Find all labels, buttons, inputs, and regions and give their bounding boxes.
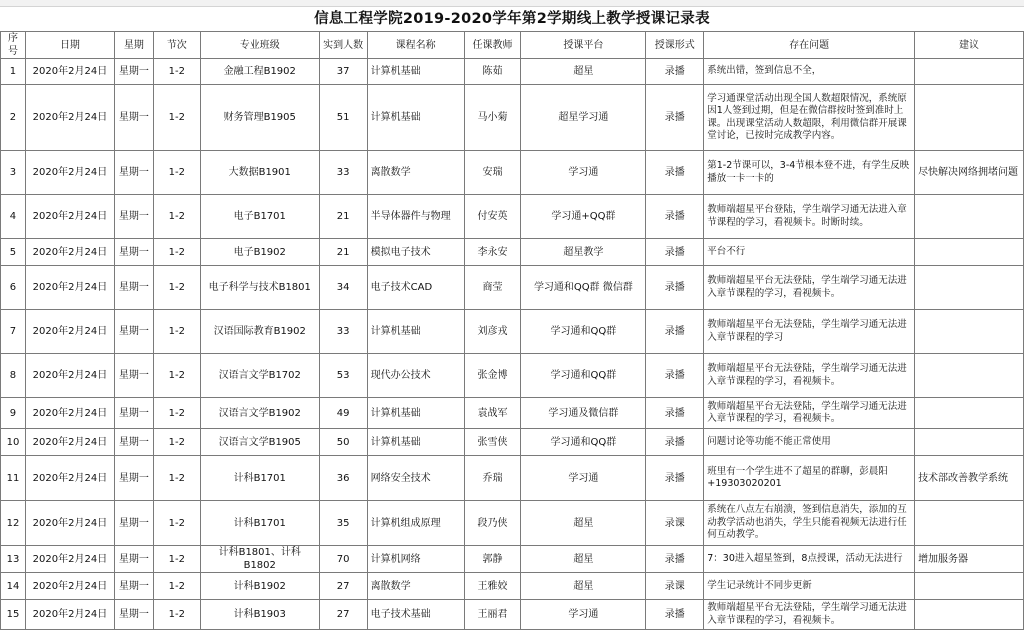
cell-count: 37 <box>319 59 367 85</box>
cell-issue: 系统在八点左右崩溃，签到信息消失，添加的互动教学活动也消失，学生只能看视频无法进行任何互动教学。 <box>704 501 915 546</box>
cell-platform: 超星学习通 <box>521 85 646 151</box>
cell-teacher: 郭静 <box>464 546 521 573</box>
cell-issue: 7：30进入超星签到，8点授课，活动无法进行 <box>704 546 915 573</box>
cell-weekday: 星期一 <box>114 600 153 630</box>
cell-form: 录播 <box>646 354 704 398</box>
header-cell: 授课平台 <box>521 32 646 59</box>
cell-date: 2020年2月24日 <box>25 354 114 398</box>
header-cell: 专业班级 <box>200 32 319 59</box>
cell-no: 11 <box>1 456 26 501</box>
cell-platform: 超星 <box>521 59 646 85</box>
cell-form: 录播 <box>646 546 704 573</box>
cell-class: 计科B1701 <box>200 501 319 546</box>
cell-form: 录播 <box>646 59 704 85</box>
cell-period: 1-2 <box>153 151 200 195</box>
cell-class: 大数据B1901 <box>200 151 319 195</box>
cell-class: 汉语言文学B1902 <box>200 398 319 429</box>
cell-course: 计算机基础 <box>367 429 464 456</box>
cell-course: 模拟电子技术 <box>367 239 464 266</box>
cell-platform: 学习通+QQ群 <box>521 195 646 239</box>
table-row <box>1 310 1024 354</box>
cell-count: 27 <box>319 600 367 630</box>
cell-issue: 教师端超星平台无法登陆，学生端学习通无法进入章节课程的学习 <box>704 310 915 354</box>
cell-suggest <box>915 398 1024 429</box>
cell-period: 1-2 <box>153 59 200 85</box>
cell-class: 电子B1902 <box>200 239 319 266</box>
cell-platform: 学习通及微信群 <box>521 398 646 429</box>
table-row <box>1 85 1024 151</box>
cell-suggest <box>915 85 1024 151</box>
cell-period: 1-2 <box>153 429 200 456</box>
cell-no: 1 <box>1 59 26 85</box>
cell-no: 13 <box>1 546 26 573</box>
header-cell: 序号 <box>1 32 26 59</box>
cell-class: 金融工程B1902 <box>200 59 319 85</box>
cell-teacher: 段乃侠 <box>464 501 521 546</box>
table-row <box>1 354 1024 398</box>
cell-issue: 平台不行 <box>704 239 915 266</box>
cell-no: 8 <box>1 354 26 398</box>
table-row <box>1 239 1024 266</box>
header-cell: 日期 <box>25 32 114 59</box>
cell-count: 34 <box>319 266 367 310</box>
cell-date: 2020年2月24日 <box>25 600 114 630</box>
cell-weekday: 星期一 <box>114 151 153 195</box>
cell-platform: 学习通和QQ群 微信群 <box>521 266 646 310</box>
cell-weekday: 星期一 <box>114 266 153 310</box>
cell-period: 1-2 <box>153 573 200 600</box>
cell-no: 2 <box>1 85 26 151</box>
cell-class: 汉语国际教育B1902 <box>200 310 319 354</box>
cell-form: 录播 <box>646 266 704 310</box>
cell-platform: 学习通 <box>521 456 646 501</box>
cell-weekday: 星期一 <box>114 310 153 354</box>
cell-course: 计算机基础 <box>367 398 464 429</box>
cell-weekday: 星期一 <box>114 398 153 429</box>
cell-date: 2020年2月24日 <box>25 59 114 85</box>
cell-teacher: 乔瑞 <box>464 456 521 501</box>
cell-platform: 超星 <box>521 546 646 573</box>
cell-suggest <box>915 195 1024 239</box>
cell-platform: 学习通 <box>521 151 646 195</box>
cell-count: 51 <box>319 85 367 151</box>
cell-form: 录播 <box>646 239 704 266</box>
table-title: 信息工程学院2019-2020学年第2学期线上教学授课记录表 <box>314 11 710 27</box>
cell-no: 9 <box>1 398 26 429</box>
cell-issue: 教师端超星平台无法登陆，学生端学习通无法进入章节课程的学习，看视频卡。 <box>704 600 915 630</box>
cell-count: 49 <box>319 398 367 429</box>
cell-count: 50 <box>319 429 367 456</box>
table-row <box>1 429 1024 456</box>
cell-issue: 系统出错，签到信息不全， <box>704 59 915 85</box>
record-table <box>0 31 1024 630</box>
cell-period: 1-2 <box>153 501 200 546</box>
cell-no: 4 <box>1 195 26 239</box>
cell-count: 35 <box>319 501 367 546</box>
cell-issue: 学生记录统计不同步更新 <box>704 573 915 600</box>
cell-teacher: 王丽君 <box>464 600 521 630</box>
cell-date: 2020年2月24日 <box>25 429 114 456</box>
cell-weekday: 星期一 <box>114 429 153 456</box>
cell-class: 计科B1903 <box>200 600 319 630</box>
cell-date: 2020年2月24日 <box>25 573 114 600</box>
cell-form: 录播 <box>646 310 704 354</box>
cell-date: 2020年2月24日 <box>25 310 114 354</box>
table-row <box>1 573 1024 600</box>
cell-course: 计算机基础 <box>367 310 464 354</box>
cell-teacher: 马小菊 <box>464 85 521 151</box>
cell-date: 2020年2月24日 <box>25 546 114 573</box>
header-cell: 节次 <box>153 32 200 59</box>
cell-date: 2020年2月24日 <box>25 151 114 195</box>
header-cell: 授课形式 <box>646 32 704 59</box>
cell-suggest <box>915 310 1024 354</box>
cell-issue: 第1-2节课可以，3-4节根本登不进，有学生反映播放一卡一卡的 <box>704 151 915 195</box>
cell-platform: 学习通和QQ群 <box>521 310 646 354</box>
cell-platform: 超星 <box>521 501 646 546</box>
cell-class: 汉语言文学B1905 <box>200 429 319 456</box>
cell-weekday: 星期一 <box>114 195 153 239</box>
cell-teacher: 陈茹 <box>464 59 521 85</box>
header-cell: 课程名称 <box>367 32 464 59</box>
table-row <box>1 546 1024 573</box>
cell-teacher: 付安英 <box>464 195 521 239</box>
cell-suggest <box>915 573 1024 600</box>
cell-period: 1-2 <box>153 398 200 429</box>
cell-no: 12 <box>1 501 26 546</box>
cell-course: 网络安全技术 <box>367 456 464 501</box>
cell-form: 录播 <box>646 195 704 239</box>
cell-form: 录课 <box>646 573 704 600</box>
cell-class: 计科B1801、计科B1802 <box>200 546 319 573</box>
cell-class: 汉语言文学B1702 <box>200 354 319 398</box>
cell-date: 2020年2月24日 <box>25 456 114 501</box>
cell-weekday: 星期一 <box>114 573 153 600</box>
cell-platform: 学习通和QQ群 <box>521 354 646 398</box>
cell-date: 2020年2月24日 <box>25 266 114 310</box>
cell-teacher: 王雅姣 <box>464 573 521 600</box>
cell-no: 10 <box>1 429 26 456</box>
cell-issue: 教师端超星平台登陆，学生端学习通无法进入章节课程的学习，看视频卡。时断时续。 <box>704 195 915 239</box>
cell-course: 半导体器件与物理 <box>367 195 464 239</box>
cell-weekday: 星期一 <box>114 456 153 501</box>
cell-course: 离散数学 <box>367 573 464 600</box>
table-row <box>1 398 1024 429</box>
cell-form: 录播 <box>646 456 704 501</box>
table-row <box>1 501 1024 546</box>
cell-suggest <box>915 354 1024 398</box>
cell-course: 电子技术基础 <box>367 600 464 630</box>
cell-course: 计算机基础 <box>367 85 464 151</box>
cell-weekday: 星期一 <box>114 59 153 85</box>
cell-course: 计算机网络 <box>367 546 464 573</box>
cell-suggest <box>915 429 1024 456</box>
cell-count: 21 <box>319 239 367 266</box>
cell-period: 1-2 <box>153 195 200 239</box>
cell-count: 36 <box>319 456 367 501</box>
cell-suggest <box>915 501 1024 546</box>
cell-period: 1-2 <box>153 456 200 501</box>
cell-platform: 超星 <box>521 573 646 600</box>
cell-issue: 问题讨论等功能不能正常使用 <box>704 429 915 456</box>
table-row <box>1 151 1024 195</box>
header-cell: 任课教师 <box>464 32 521 59</box>
cell-suggest: 技术部改善教学系统 <box>915 456 1024 501</box>
cell-date: 2020年2月24日 <box>25 239 114 266</box>
header-cell: 存在问题 <box>704 32 915 59</box>
cell-teacher: 刘彦戎 <box>464 310 521 354</box>
table-row <box>1 456 1024 501</box>
cell-platform: 学习通 <box>521 600 646 630</box>
cell-teacher: 袁战军 <box>464 398 521 429</box>
cell-count: 33 <box>319 151 367 195</box>
cell-period: 1-2 <box>153 354 200 398</box>
cell-platform: 超星教学 <box>521 239 646 266</box>
cell-suggest: 尽快解决网络拥堵问题 <box>915 151 1024 195</box>
cell-no: 6 <box>1 266 26 310</box>
cell-issue: 教师端超星平台无法登陆，学生端学习通无法进入章节课程的学习，看视频卡。 <box>704 354 915 398</box>
header-cell: 实到人数 <box>319 32 367 59</box>
cell-teacher: 李永安 <box>464 239 521 266</box>
cell-form: 录播 <box>646 85 704 151</box>
cell-period: 1-2 <box>153 310 200 354</box>
cell-teacher: 安瑞 <box>464 151 521 195</box>
table-row <box>1 600 1024 630</box>
cell-suggest <box>915 266 1024 310</box>
cell-platform: 学习通和QQ群 <box>521 429 646 456</box>
table-row <box>1 195 1024 239</box>
cell-class: 计科B1902 <box>200 573 319 600</box>
cell-no: 5 <box>1 239 26 266</box>
cell-course: 计算机组成原理 <box>367 501 464 546</box>
cell-date: 2020年2月24日 <box>25 85 114 151</box>
cell-form: 录播 <box>646 429 704 456</box>
cell-issue: 班里有一个学生进不了超星的群聊，彭晨阳+19303020201 <box>704 456 915 501</box>
cell-weekday: 星期一 <box>114 354 153 398</box>
cell-weekday: 星期一 <box>114 239 153 266</box>
cell-no: 3 <box>1 151 26 195</box>
cell-date: 2020年2月24日 <box>25 195 114 239</box>
cell-suggest <box>915 239 1024 266</box>
cell-teacher: 张雪侠 <box>464 429 521 456</box>
cell-weekday: 星期一 <box>114 85 153 151</box>
cell-suggest <box>915 59 1024 85</box>
cell-no: 7 <box>1 310 26 354</box>
cell-class: 财务管理B1905 <box>200 85 319 151</box>
cell-weekday: 星期一 <box>114 546 153 573</box>
cell-form: 录播 <box>646 151 704 195</box>
cell-count: 27 <box>319 573 367 600</box>
cell-course: 计算机基础 <box>367 59 464 85</box>
table-row <box>1 266 1024 310</box>
cell-suggest <box>915 600 1024 630</box>
header-cell: 星期 <box>114 32 153 59</box>
cell-count: 21 <box>319 195 367 239</box>
cell-teacher: 张金博 <box>464 354 521 398</box>
cell-period: 1-2 <box>153 546 200 573</box>
cell-class: 电子科学与技术B1801 <box>200 266 319 310</box>
cell-date: 2020年2月24日 <box>25 398 114 429</box>
cell-course: 现代办公技术 <box>367 354 464 398</box>
cell-period: 1-2 <box>153 266 200 310</box>
cell-suggest: 增加服务器 <box>915 546 1024 573</box>
cell-form: 录播 <box>646 600 704 630</box>
table-row <box>1 59 1024 85</box>
cell-period: 1-2 <box>153 239 200 266</box>
header-cell: 建议 <box>915 32 1024 59</box>
cell-class: 计科B1701 <box>200 456 319 501</box>
cell-teacher: 商莹 <box>464 266 521 310</box>
cell-issue: 教师端超星平台无法登陆，学生端学习通无法进入章节课程的学习，看视频卡。 <box>704 398 915 429</box>
cell-count: 53 <box>319 354 367 398</box>
cell-course: 离散数学 <box>367 151 464 195</box>
cell-date: 2020年2月24日 <box>25 501 114 546</box>
cell-count: 33 <box>319 310 367 354</box>
cell-form: 录课 <box>646 501 704 546</box>
cell-form: 录播 <box>646 398 704 429</box>
cell-issue: 教师端超星平台无法登陆，学生端学习通无法进入章节课程的学习，看视频卡。 <box>704 266 915 310</box>
cell-weekday: 星期一 <box>114 501 153 546</box>
cell-no: 15 <box>1 600 26 630</box>
cell-count: 70 <box>319 546 367 573</box>
cell-issue: 学习通课堂活动出现全国人数超限情况，系统原因1人签到过期，但是在微信群按时签到准时上课。出现课堂活动人数超限，利用微信群开展课堂讨论，已按时完成教学内容。 <box>704 85 915 151</box>
cell-period: 1-2 <box>153 600 200 630</box>
cell-period: 1-2 <box>153 85 200 151</box>
cell-class: 电子B1701 <box>200 195 319 239</box>
header-row <box>1 32 1024 59</box>
cell-no: 14 <box>1 573 26 600</box>
cell-course: 电子技术CAD <box>367 266 464 310</box>
column-header-strip <box>0 0 1024 7</box>
